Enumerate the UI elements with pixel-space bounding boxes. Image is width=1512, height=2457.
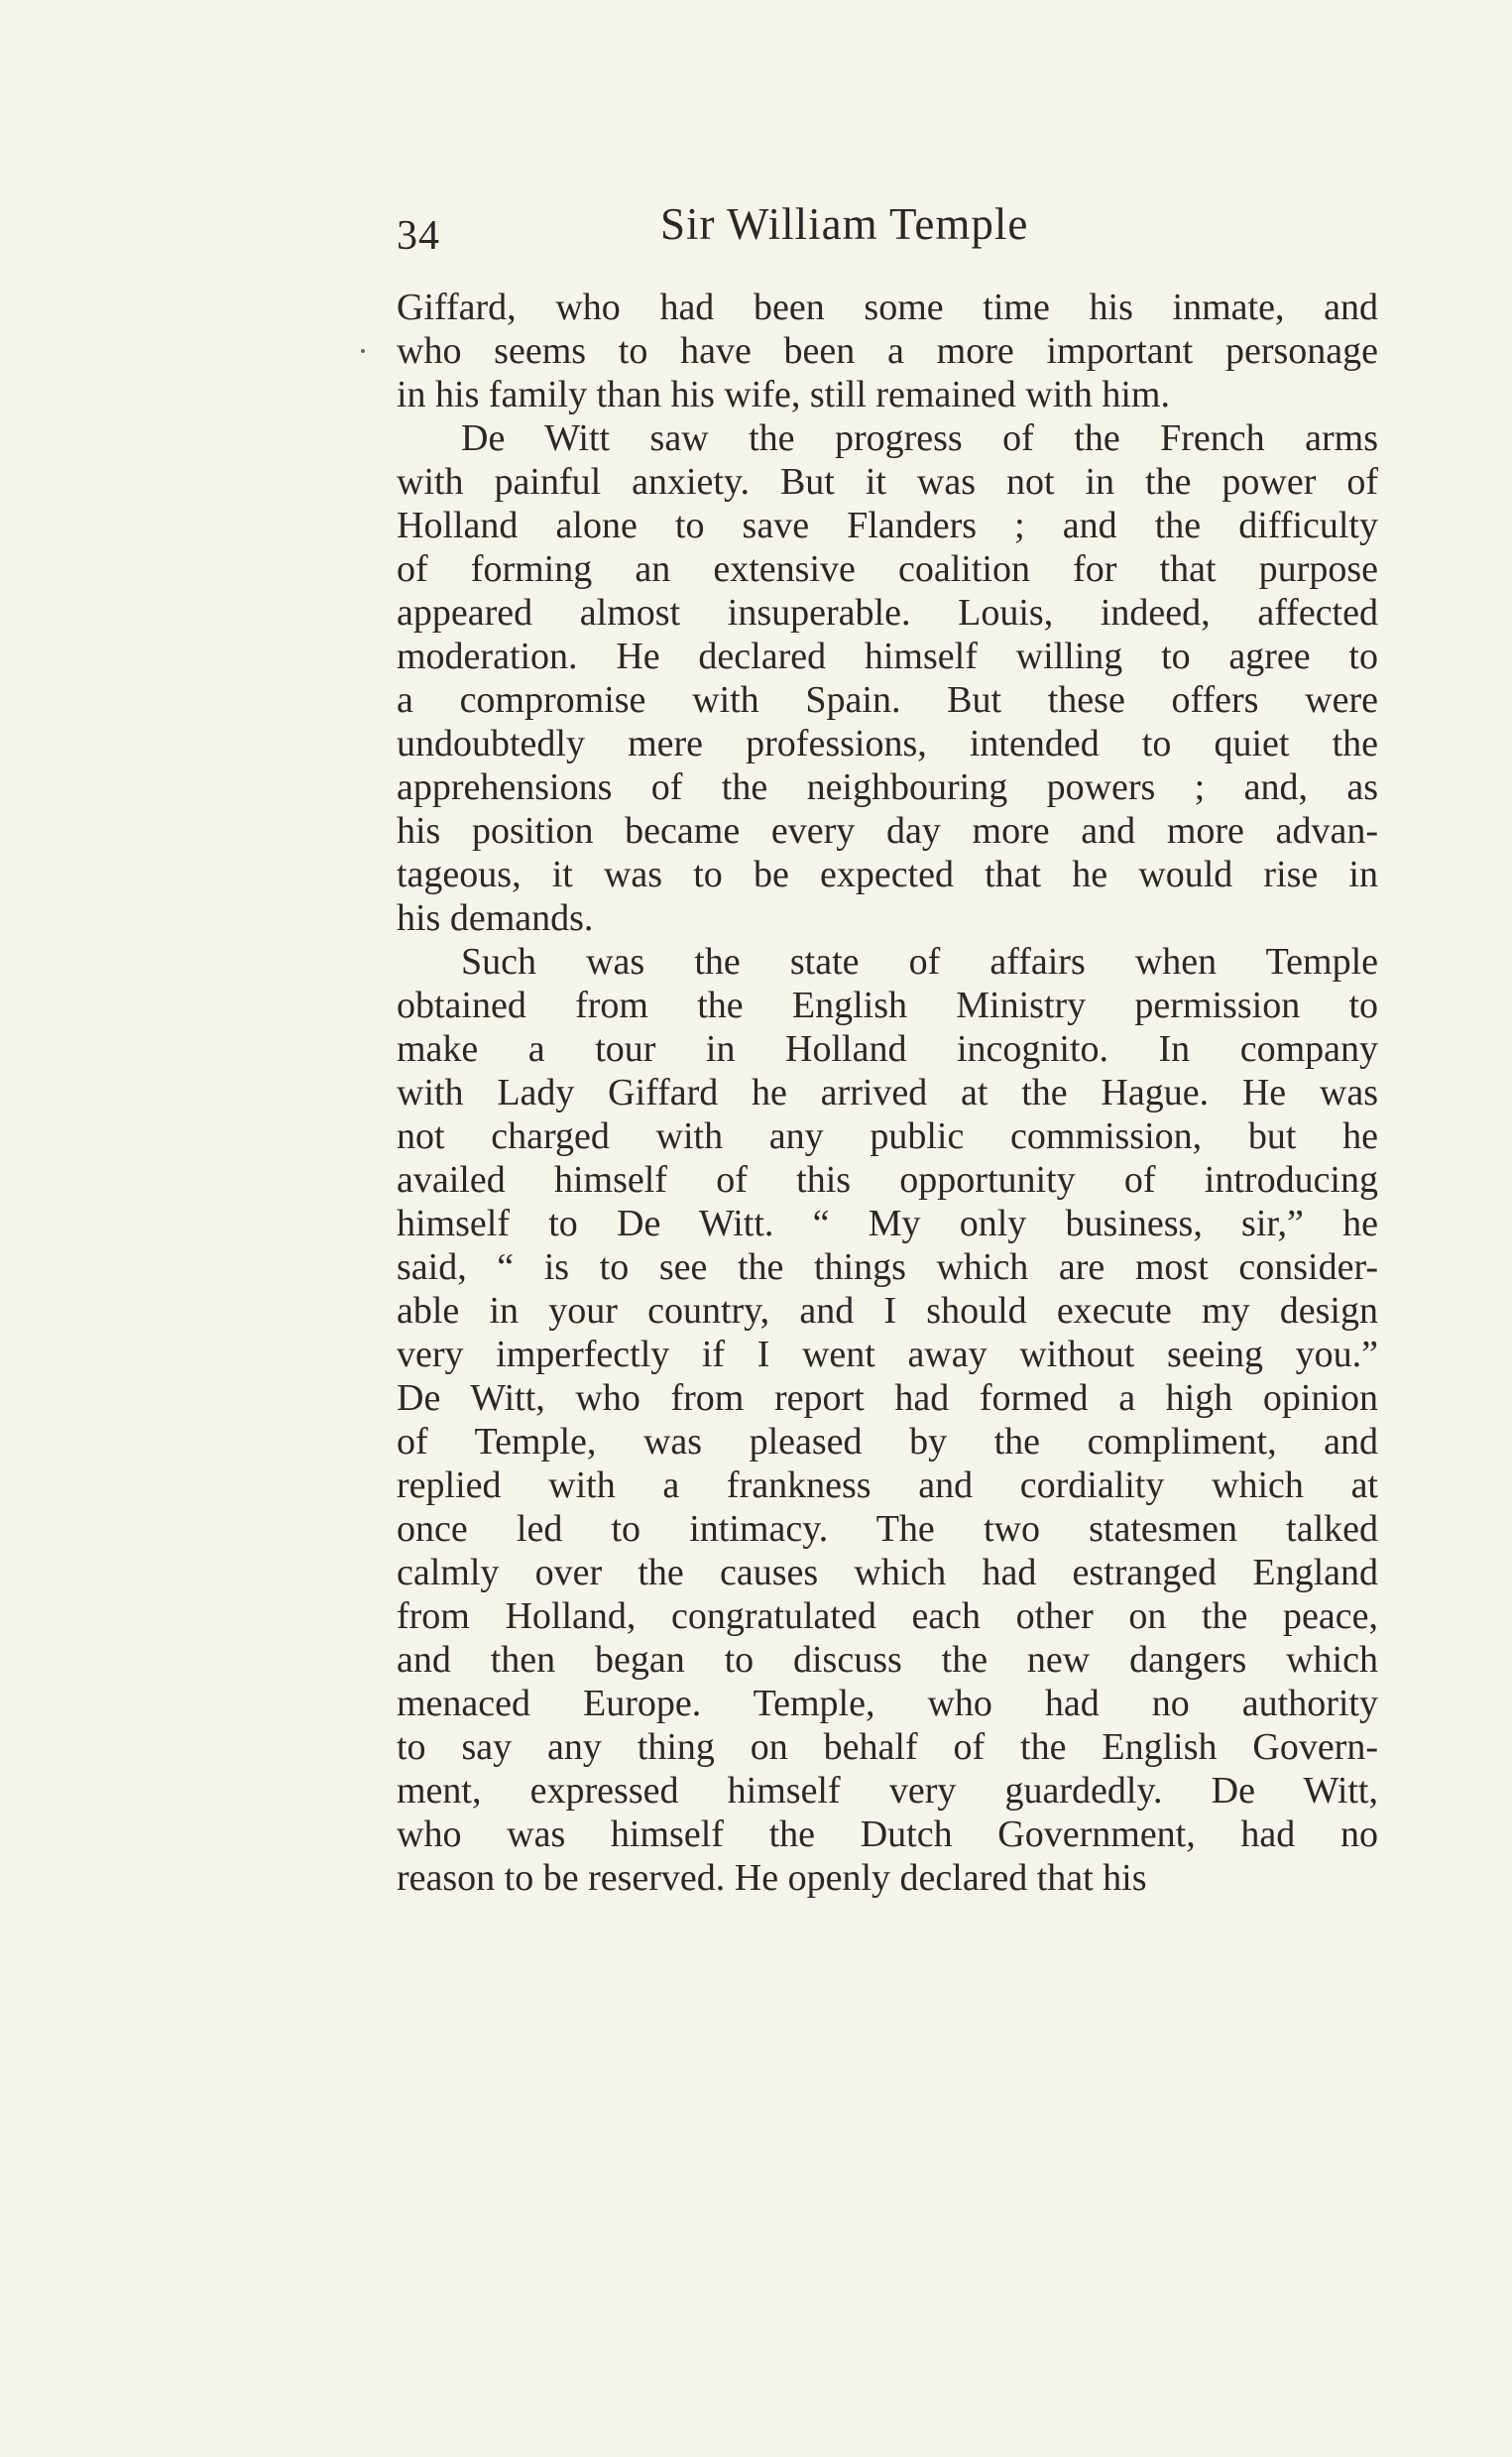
text-line: who seems to have been a more important personage — [397, 330, 1378, 372]
page-number: 34 — [397, 213, 440, 259]
text-line: a compromise with Spain. But these offers were — [397, 679, 1378, 721]
text-line: able in your country, and I should execute my design — [397, 1290, 1378, 1332]
text-line: undoubtedly mere professions, intended to quiet the — [397, 723, 1378, 764]
text-line: moderation. He declared himself willing to agree to — [397, 636, 1378, 677]
paragraph — [397, 940, 1378, 1900]
text-line: from Holland, congratulated each other on the peace, — [397, 1595, 1378, 1637]
running-title: Sir William Temple — [660, 199, 1029, 249]
text-line: to say any thing on behalf of the English Govern- — [397, 1726, 1378, 1768]
text-line: apprehensions of the neighbouring powers ; and, as — [397, 766, 1378, 808]
text-line: Such was the state of affairs when Temple — [461, 941, 1378, 983]
text-line: De Witt saw the progress of the French arms — [461, 417, 1378, 459]
text-line: with Lady Giffard he arrived at the Hague. He was — [397, 1072, 1378, 1113]
text-line: very imperfectly if I went away without seeing you.” — [397, 1334, 1378, 1375]
text-line: his position became every day more and more advan- — [397, 810, 1378, 852]
paragraph — [397, 416, 1378, 940]
page-header — [397, 194, 1384, 264]
text-line: tageous, it was to be expected that he would rise in — [397, 854, 1378, 895]
paragraph — [397, 286, 1378, 416]
text-line: Giffard, who had been some time his inmate, and — [397, 287, 1378, 328]
text-line: ment, expressed himself very guardedly. De Witt, — [397, 1770, 1378, 1812]
text-line: menaced Europe. Temple, who had no authority — [397, 1683, 1378, 1724]
text-line: of Temple, was pleased by the compliment, and — [397, 1421, 1378, 1462]
text-line: Holland alone to save Flanders ; and the difficulty — [397, 505, 1378, 546]
text-line: obtained from the English Ministry permission to — [397, 985, 1378, 1026]
text-line: De Witt, who from report had formed a high opinion — [397, 1377, 1378, 1419]
text-line: said, “ is to see the things which are most consider- — [397, 1246, 1378, 1288]
text-line: availed himself of this opportunity of introducing — [397, 1159, 1378, 1201]
text-line: who was himself the Dutch Government, had no — [397, 1814, 1378, 1855]
text-line: himself to De Witt. “ My only business, sir,” he — [397, 1203, 1378, 1244]
text-line: once led to intimacy. The two statesmen talked — [397, 1508, 1378, 1550]
text-line: make a tour in Holland incognito. In company — [397, 1028, 1378, 1070]
text-line: calmly over the causes which had estranged England — [397, 1552, 1378, 1593]
text-line: reason to be reserved. He openly declared that his — [397, 1857, 1147, 1899]
text-line: appeared almost insuperable. Louis, indeed, affected — [397, 592, 1378, 634]
text-line: with painful anxiety. But it was not in the power of — [397, 461, 1378, 503]
text-line: in his family than his wife, still remained with him. — [397, 374, 1170, 415]
text-line: of forming an extensive coalition for that purpose — [397, 548, 1378, 590]
text-line: not charged with any public commission, but he — [397, 1115, 1378, 1157]
text-line: his demands. — [397, 897, 594, 939]
stray-ink-mark — [361, 349, 365, 353]
body-text — [397, 286, 1378, 1900]
text-line: replied with a frankness and cordiality which at — [397, 1464, 1378, 1506]
text-line: and then began to discuss the new dangers which — [397, 1639, 1378, 1681]
